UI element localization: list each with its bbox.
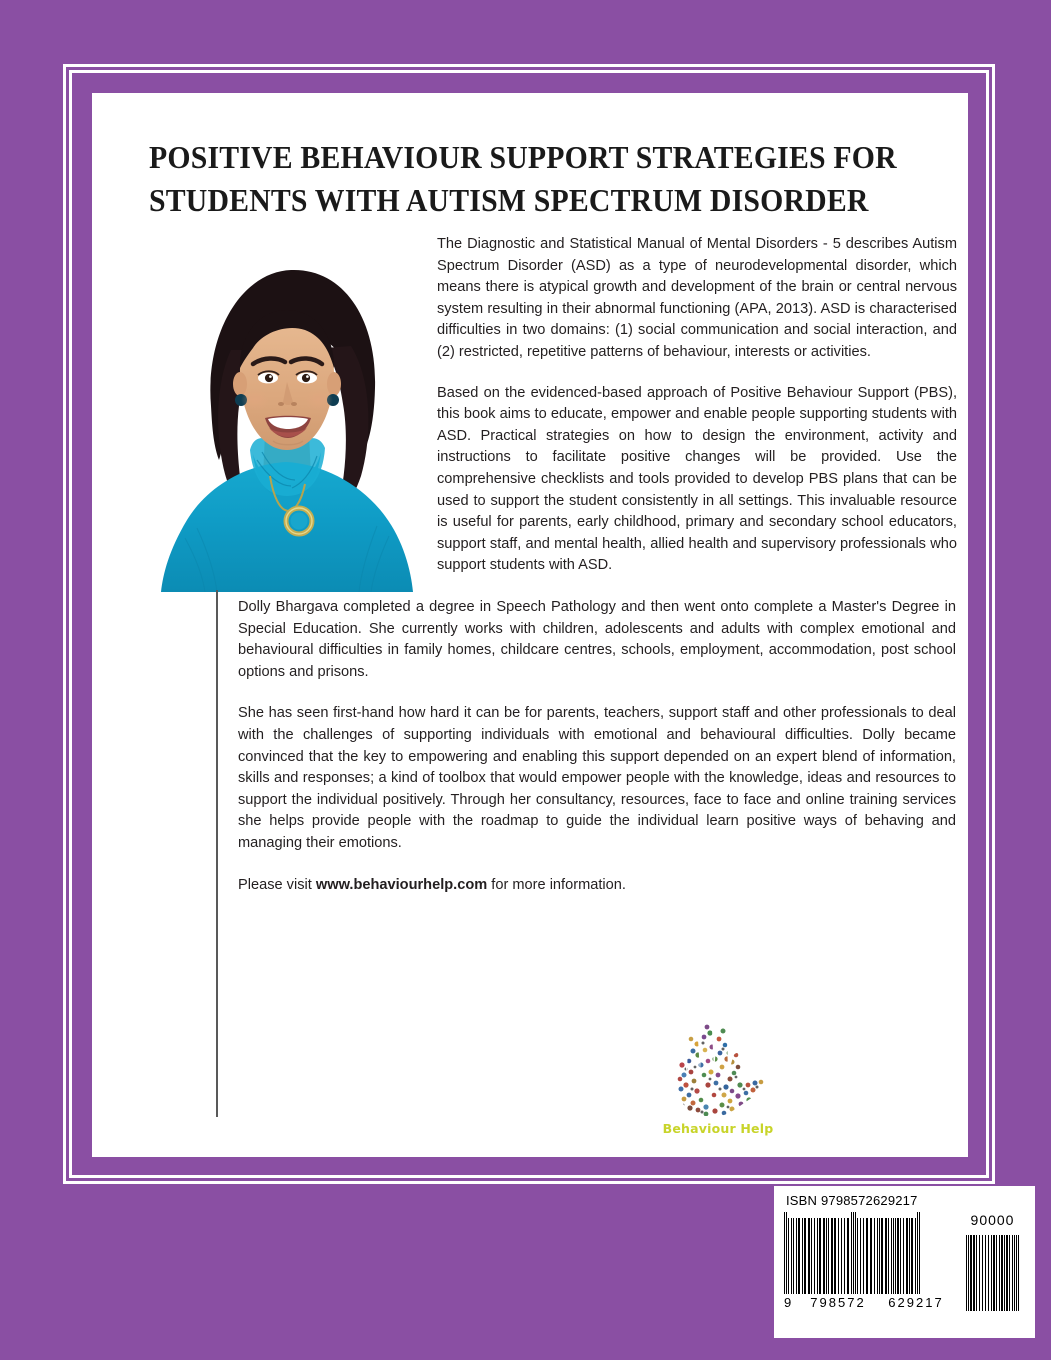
ean-digits-right: 629217 (888, 1295, 944, 1310)
addon-price-label: 90000 (970, 1212, 1015, 1228)
author-photo (145, 238, 428, 592)
hand-of-people-icon (662, 1017, 774, 1119)
ean5-addon-barcode (966, 1212, 1019, 1311)
website-url[interactable]: www.behaviourhelp.com (315, 877, 488, 893)
author-bio-paragraph-1: Dolly Bhargava completed a degree in Speech Pathology and then went onto complete a Master's Degree in Special Education. She currently works with children, adolescents and adults with complex emotional and behavioural difficulties in family homes, childcare centres, schools, employment, accommodation, post school options and prisons. (238, 599, 956, 680)
blurb-paragraph-2: Based on the evidenced-based approach of Positive Behaviour Support (PBS), this book aims to educate, empower and enable people supporting students with ASD. Practical strategies on how to design the environment, activity and instructions to facilitate positive changes will be provided. Use the comprehensive checklists and tools provided to develop PBS plans that can be used to support the student consistently in all settings. This invaluable resource is useful for parents, early childhood, primary and secondary school educators, support staff, and mental health, allied health and supervisory professionals who support students with ASD. (437, 384, 957, 574)
ean-digits-left: 798572 (810, 1295, 866, 1310)
visit-suffix: for more information. (487, 877, 626, 893)
ean13-barcode (784, 1212, 949, 1310)
visit-website-line (238, 875, 626, 896)
blurb-column (437, 234, 957, 577)
author-bio-column (238, 597, 956, 875)
logo-wordmark: Behaviour Help (662, 1121, 774, 1136)
page-title: POSITIVE BEHAVIOUR SUPPORT STRATEGIES FOR STUDENTS WITH AUTISM SPECTRUM DISORDER (149, 140, 897, 218)
cover-content-area (92, 93, 968, 1157)
cover-frame-purple-hairline (66, 67, 992, 1181)
author-bio-paragraph-2: She has seen first-hand how hard it can be for parents, teachers, support staff and other professionals to deal with the challenges of supporting individuals with emotional and behavioural difficulties. Dolly became convinced that the key to empowering and enabling this support depended on an expert blend of information, skills and responses; a kind of toolbox that would empower people with the knowledge, ideas and resources to support the individual positively. Through her consultancy, resources, face to face and online training services she helps provide people with the roadmap to guide the individual learn positive ways of behaving and managing their emotions. (238, 705, 956, 851)
blurb-paragraph-1: The Diagnostic and Statistical Manual of Mental Disorders - 5 describes Autism Spectrum Disorder (ASD) as a type of neurodevelopmental disorder, which means there is atypical growth and development of the brain or central nervous system resulting in their abnormal functioning (APA, 2013). ASD is characterised difficulties in two domains: (1) social communication and social interaction, and (2) restricted, repetitive patterns of behaviour, interests or activities. (437, 236, 957, 360)
cover-frame-purple-band (72, 73, 986, 1175)
cover-frame-inner-white (69, 70, 989, 1178)
ean5-bars (966, 1229, 1019, 1311)
visit-prefix: Please visit (238, 877, 316, 893)
ean-digit-lead: 9 (784, 1295, 794, 1310)
barcode-bars-row (784, 1212, 1025, 1311)
isbn-label: ISBN 9798572629217 (786, 1193, 918, 1208)
barcode-block (774, 1186, 1035, 1338)
behaviour-help-logo (658, 1017, 778, 1142)
ean13-digits (784, 1295, 949, 1310)
cover-frame-outer-white (63, 64, 995, 1184)
section-divider-rule (216, 590, 218, 1117)
ean13-bars (784, 1212, 949, 1294)
